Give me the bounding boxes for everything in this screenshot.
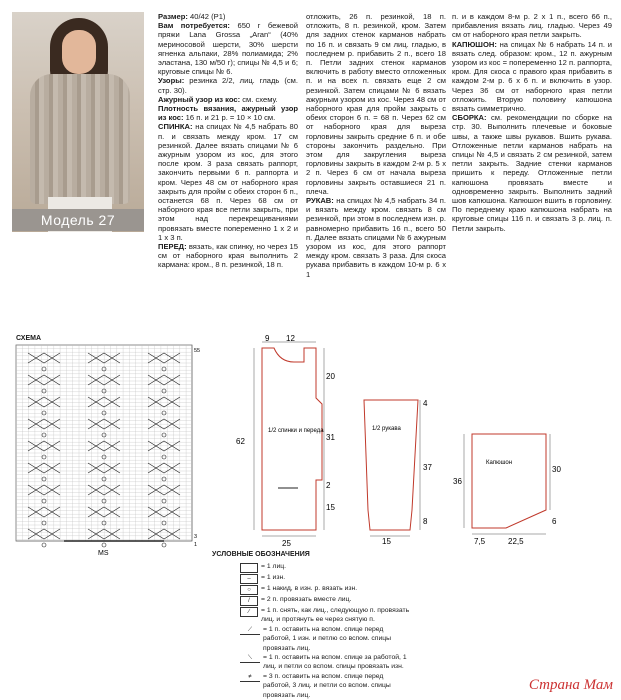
text-column-1: [158, 12, 298, 270]
model-label: Модель 27: [12, 209, 144, 231]
legend-symbol: [240, 563, 258, 573]
hood-w2: 22,5: [508, 537, 524, 546]
legend-text: = 1 п. снять, как лиц., следующую п. провязать лиц. и протянуть ее через снятую п.: [261, 607, 410, 624]
sleeve-top: 4: [423, 399, 428, 408]
materials-label: Вам потребуется:: [158, 21, 230, 31]
legend-item: [240, 584, 410, 595]
legend-text: = 1 лиц.: [261, 563, 287, 570]
sleeve-bottom: 15: [382, 537, 391, 546]
front-text: вязать, как спинку, но через 15 см от наборного края выполнить 2 кармана: кром., 8 п. резинкой, 18 п.: [158, 242, 298, 270]
legend-item: [240, 653, 410, 672]
legend-item: [240, 562, 410, 573]
density-text: 16 п. и 21 р. = 10 × 10 см.: [185, 113, 276, 123]
legend-symbol: –: [240, 574, 258, 584]
patterns-label: Узоры:: [158, 76, 185, 86]
chart-row-top: 55: [194, 348, 200, 354]
body-w2: 12: [286, 334, 295, 343]
sleeve-label: 1/2 рукава: [372, 426, 401, 432]
hood-label: Капюшон: [486, 460, 513, 466]
legend-text: = 1 изн.: [261, 574, 286, 581]
legend: [240, 562, 410, 700]
body-h3: 2: [326, 481, 331, 490]
text-column-3: [452, 12, 612, 233]
sleeve-bottom-h: 8: [423, 517, 428, 526]
body-total: 62: [236, 437, 245, 446]
legend-item: [240, 573, 410, 584]
back-text: на спицах № 4,5 набрать 80 п. и связать между кром. 17 см резинкой. Далее вязать спицами № 6 ажурным узором из кос, для этого после кром. 3 раза связать раппорт, закончить первыми 6 п. раппорта и кром. Через 48 см от наборного края закрыть для пройм с обеих сторон 6 п., останется 68 п. Через 68 см от наборного края все петли закрыть, при этом над перекрещиваниями провязать вместе попеременно 1 х 2 и 1 х 3 п.: [158, 122, 298, 242]
sleeve-h: 37: [423, 463, 432, 472]
jacquard-label: Ажурный узор из кос:: [158, 94, 241, 104]
body-bottom: 25: [282, 539, 291, 548]
legend-symbol: ∕: [240, 607, 258, 617]
body-h1: 20: [326, 372, 335, 381]
hood-w1: 7,5: [474, 537, 486, 546]
front-continued-text: отложить, 26 п. резинкой, 18 п. отложить, 8 п. резинкой, кром. Затем для задних стенок карманов набрать по 16 п. и связать 9 см лиц. гладью, в последнем р. прибавить 2 п., всего 18 п. Петли задних стенок карманов включить в работу вместо отложенных п. и на всех п. связать еще 2 см резинкой. Затем спицами № 6 вязать ажурным узором из кос. Через 48 см от наборного края для пройм закрыть с обеих сторон 6 п. = 68 п. Через 62 см от наборного края для выреза горловины закрыть средние 6 п. и обе стороны закончить раздельно. При этом для закругления выреза горловины закрыть в каждом 2-м р. 5 х 2 п. Через 6 см от начала выреза горловины закрыть оставшиеся 21 п. плеча.: [306, 12, 446, 196]
body-schematic: [232, 330, 352, 550]
legend-text: = 1 п. оставить на вспом. спице за работой, 1 лиц. и петли со вспом. спицы провязать изн.: [263, 654, 407, 671]
legend-symbol: /: [240, 596, 258, 606]
assembly-label: СБОРКА:: [452, 113, 487, 123]
patterns-text: резинка 2/2, лиц. гладь (см. стр. 30).: [158, 76, 298, 95]
legend-text: = 1 накид, в изн. р. вязать изн.: [261, 585, 358, 592]
schema-title: СХЕМА: [16, 335, 42, 342]
body-label: 1/2 спинки и переда: [268, 428, 324, 434]
chart-row-one: 1: [194, 542, 198, 548]
sleeves-label: РУКАВ:: [306, 196, 334, 206]
text-column-2: [306, 12, 446, 279]
legend-text: = 2 п. провязать вместе лиц.: [261, 596, 352, 603]
assembly-text: см. рекомендации по сборке на стр. 30. Выполнить плечевые и боковые швы, а также швы рукавов. Вшить рукава. Отложенные петли карманов набрать на спицы № 4,5 и связать 2 см резинкой, затем петли закрыть. Задние стенки карманов пришить к переду. Отложенные петли капюшона провязать вместе и одновременно закрыть. Выполнить задний шов капюшона. Капюшон вшить в горловину. По переднему краю капюшона набрать на круговые спицы 116 п. и связать 3 р. лиц. п. Петли закрыть.: [452, 113, 612, 233]
sleeves-text: на спицах № 4,5 набрать 34 п. и вязать между кром. связать 8 см резинкой, при этом в последнем изн. р. равномерно прибавить 16 п., всего 50 п. Далее вязать спицами № 6 ажурным узором из кос, для этого раппорт между кром. связать 3 раза. Для скоса рукава прибавить в каждом 10-м р. 6 х 1: [306, 196, 446, 279]
model-photo: [12, 12, 144, 232]
legend-symbol: ≠: [240, 673, 260, 682]
hood-label: КАПЮШОН:: [452, 39, 497, 49]
hood-bottom-h: 6: [552, 517, 557, 526]
hood-schematic: [450, 418, 615, 548]
materials-text: 650 г бежевой пряжи Lana Grossa „Aran“ (40% мериносовой шерсти, 30% шерсти ягненка альпаки, 28% полиамида; 2% эластана, 130 м/50 г); спицы № 4,5 и 6; круговые спицы № 6.: [158, 21, 298, 77]
size-value: 40/42 (Р1): [190, 12, 226, 21]
hood-h-left: 36: [453, 477, 462, 486]
chart-row-bottom: 3: [194, 534, 198, 540]
front-label: ПЕРЕД:: [158, 242, 187, 252]
hood-h-right: 30: [552, 465, 561, 474]
legend-item: [240, 606, 410, 625]
site-logo: Страна Мам: [528, 677, 613, 693]
legend-symbol: ○: [240, 585, 258, 595]
legend-text: = 3 п. оставить на вспом. спице перед работой, 3 лиц. и петли со вспом. спицы провязать лиц.: [263, 672, 391, 699]
hood-text: на спицах № 6 набрать 14 п. и вязать след. образом: кром., 12 п. ажурным узором из кос = попеременно 12 п. раппорта, кром. Для скоса с правого края прибавить в каждом 2-м р. 6 х 6 п. и включить в узор. Через 36 см от наборного края петли отложить. Вторую половину капюшона вязать симметрично.: [452, 39, 612, 114]
legend-symbol: ⟍: [240, 654, 260, 663]
sleeves-continued-text: п. и в каждом 8-м р. 2 х 1 п., всего 66 п., прибавления вязать лиц. гладью. Через 49 см от наборного края петли закрыть.: [452, 12, 612, 40]
sleeve-schematic: [356, 392, 436, 552]
size-label: Размер:: [158, 12, 188, 21]
chart-ms-label: MS: [98, 550, 109, 557]
back-label: СПИНКА:: [158, 122, 193, 132]
legend-text: = 1 п. оставить на вспом. спице перед работой, 1 изн. и петлю со вспом. спицы провязать лиц.: [263, 625, 392, 652]
stitch-chart: [14, 343, 200, 563]
jacquard-text: см. схему.: [242, 94, 278, 104]
body-w1: 9: [265, 334, 270, 343]
density-label: Плотность вязания, ажурный узор из кос:: [158, 104, 298, 123]
legend-title: УСЛОВНЫЕ ОБОЗНАЧЕНИЯ: [212, 551, 310, 558]
body-h4: 15: [326, 503, 335, 512]
legend-symbol: ⟋: [240, 626, 260, 635]
legend-item: [240, 672, 410, 700]
body-h2: 31: [326, 433, 335, 442]
legend-item: [240, 595, 410, 606]
legend-item: [240, 625, 410, 653]
